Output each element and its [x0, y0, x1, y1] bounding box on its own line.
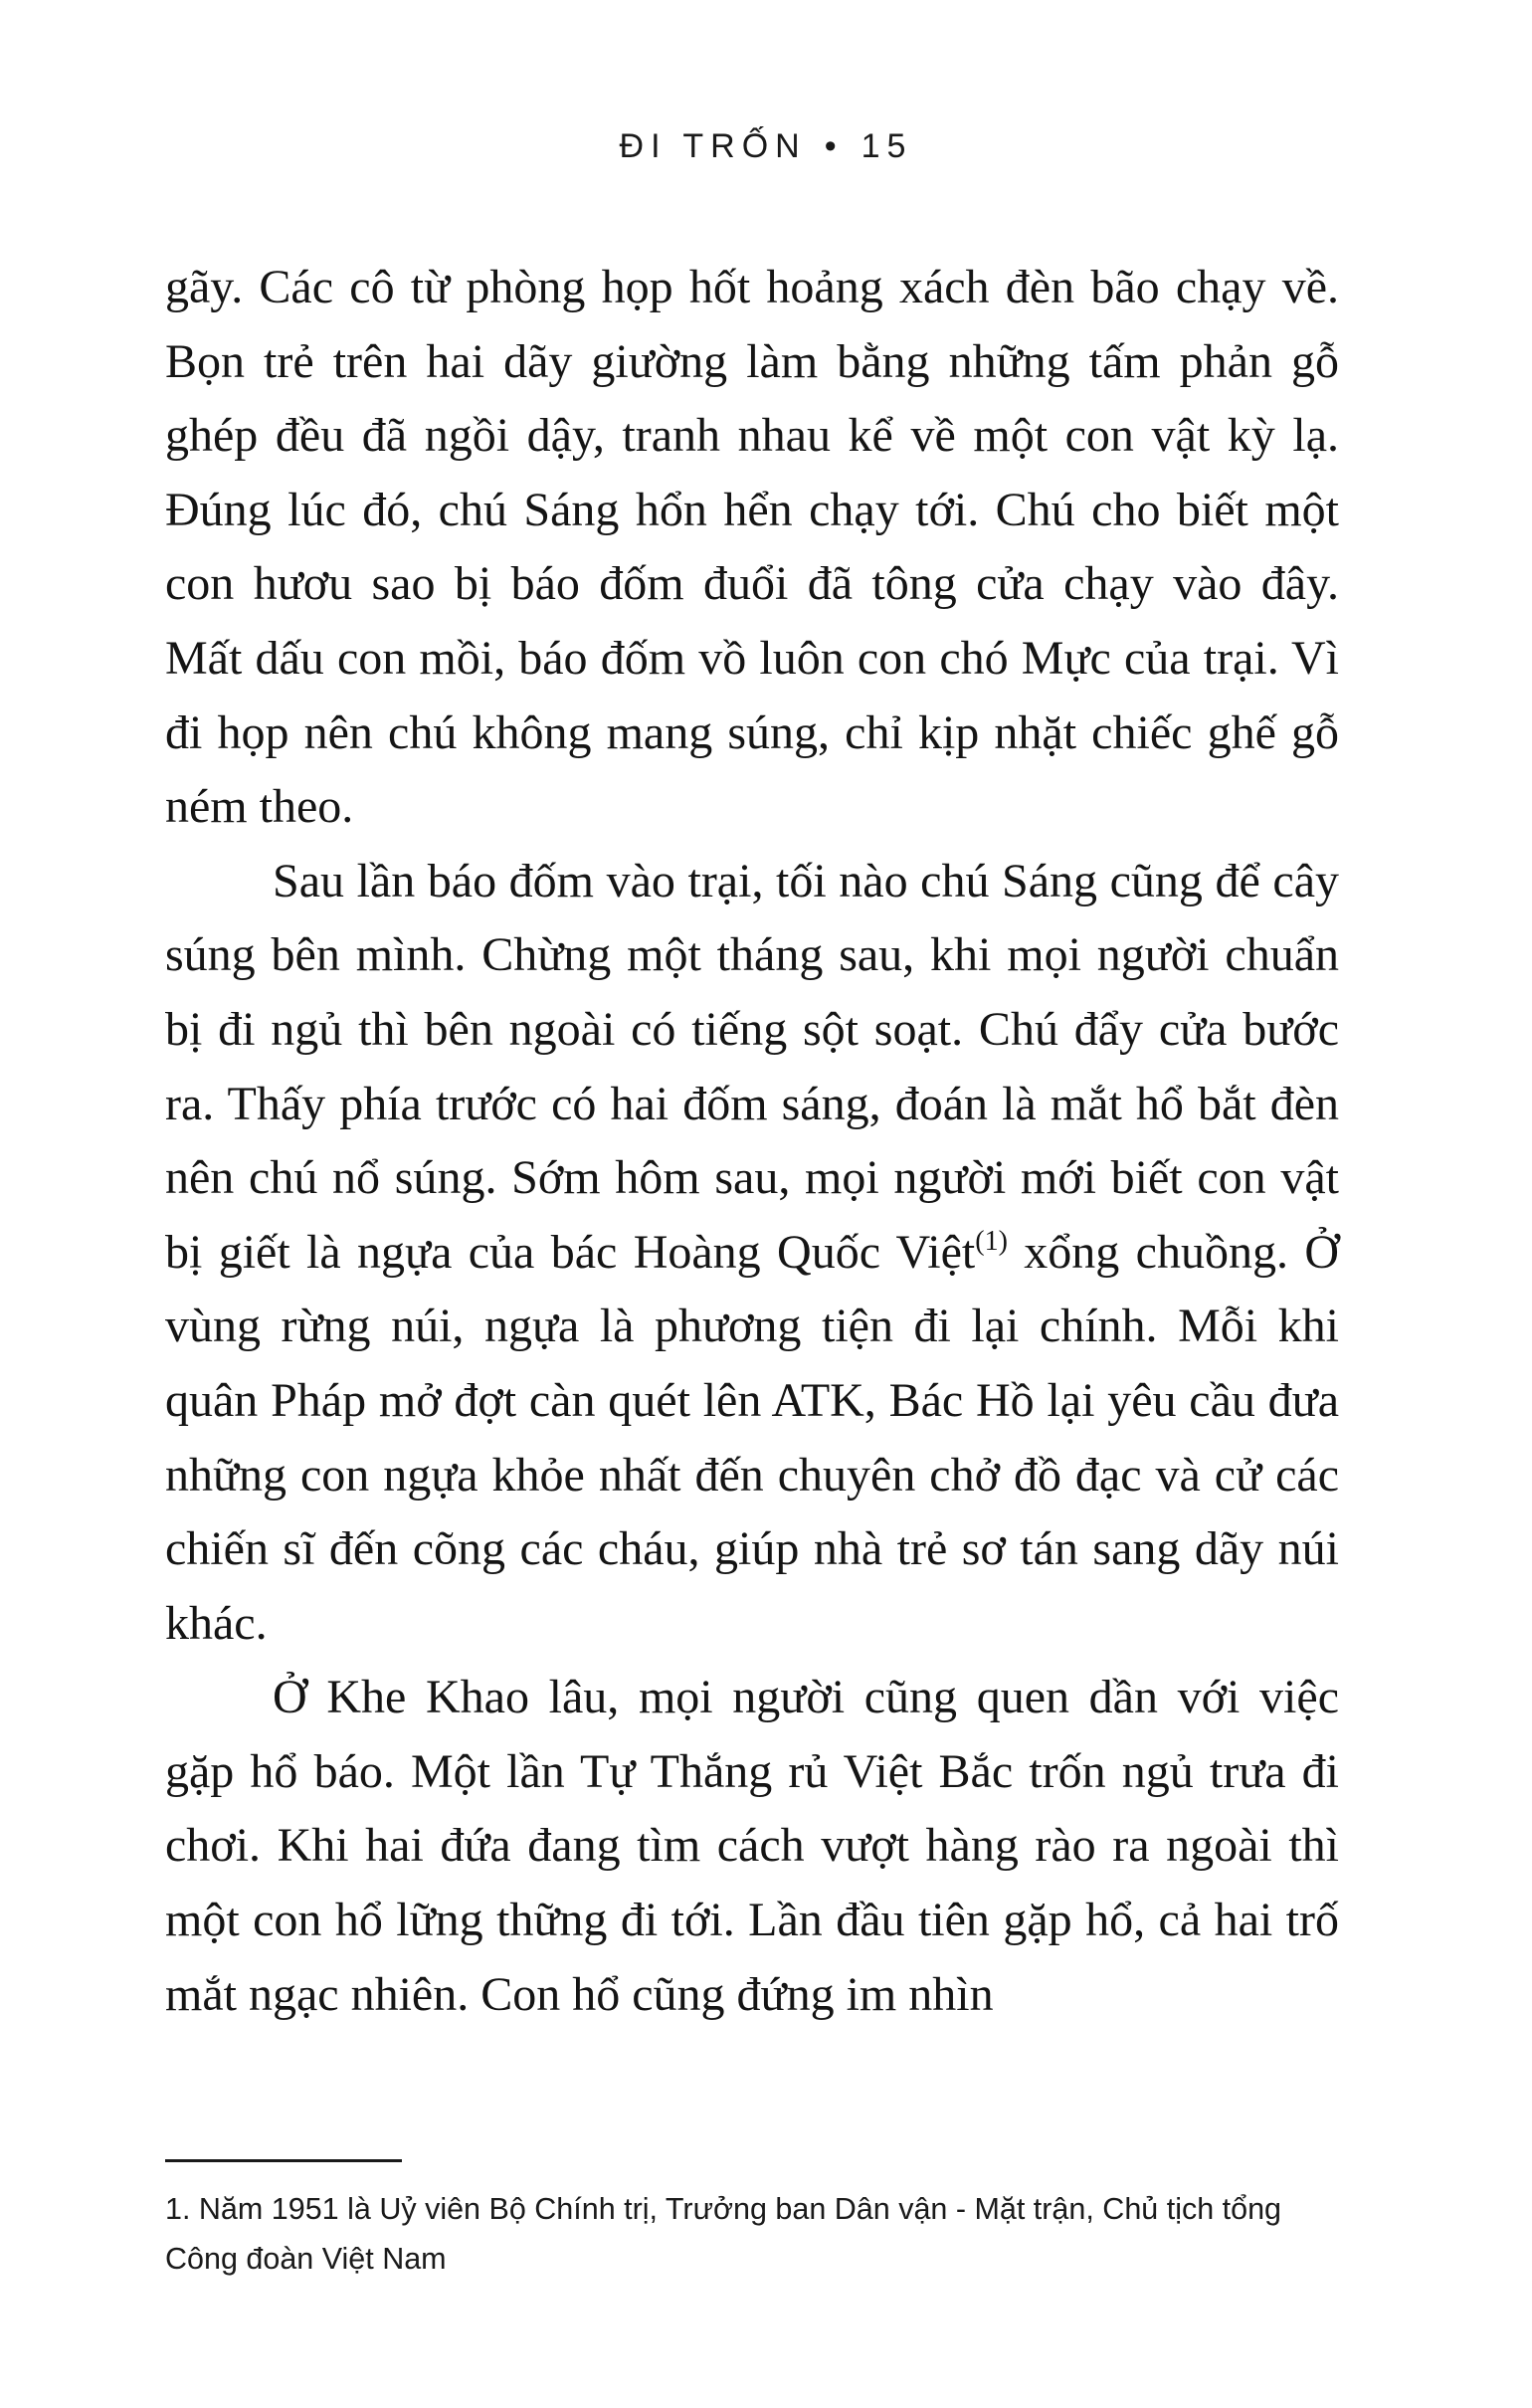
- header-separator: •: [824, 127, 844, 165]
- body-text: [165, 251, 1339, 2032]
- footnote-reference: (1): [975, 1225, 1008, 1257]
- running-header: [0, 127, 1532, 166]
- footnote: 1. Năm 1951 là Uỷ viên Bộ Chính trị, Trưởng ban Dân vận - Mặt trận, Chủ tịch tổng Công đoàn Việt Nam: [165, 2192, 1282, 2276]
- page-number: 15: [861, 127, 913, 165]
- paragraph-3: Ở Khe Khao lâu, mọi người cũng quen dần với việc gặp hổ báo. Một lần Tự Thắng rủ Việt Bắc trốn ngủ trưa đi chơi. Khi hai đứa đang tìm cách vượt hàng rào ra ngoài thì một con hổ lững thững đi tới. Lần đầu tiên gặp hổ, cả hai trố mắt ngạc nhiên. Con hổ cũng đứng im nhìn: [165, 1671, 1339, 2021]
- paragraph-1: gãy. Các cô từ phòng họp hốt hoảng xách đèn bão chạy về. Bọn trẻ trên hai dãy giường làm bằng những tấm phản gỗ ghép đều đã ngồi dậy, tranh nhau kể về một con vật kỳ lạ. Đúng lúc đó, chú Sáng hổn hển chạy tới. Chú cho biết một con hươu sao bị báo đốm đuổi đã tông cửa chạy vào đây. Mất dấu con mồi, báo đốm vồ luôn con chó Mực của trại. Vì đi họp nên chú không mang súng, chỉ kịp nhặt chiếc ghế gỗ ném theo.: [165, 261, 1339, 834]
- paragraph-2: [165, 845, 1339, 1662]
- chapter-title: ĐI TRỐN: [619, 127, 807, 165]
- paragraph-2-end: xổng chuồng. Ở vùng rừng núi, ngựa là phương tiện đi lại chính. Mỗi khi quân Pháp mở đợt càn quét lên ATK, Bác Hồ lại yêu cầu đưa những con ngựa khỏe nhất đến chuyên chở đồ đạc và cử các chiến sĩ đến cõng các cháu, giúp nhà trẻ sơ tán sang dãy núi khác.: [165, 1225, 1339, 1650]
- paragraph-2-start: Sau lần báo đốm vào trại, tối nào chú Sáng cũng để cây súng bên mình. Chừng một tháng sau, khi mọi người chuẩn bị đi ngủ thì bên ngoài có tiếng sột soạt. Chú đẩy cửa bước ra. Thấy phía trước có hai đốm sáng, đoán là mắt hổ bắt đèn nên chú nổ súng. Sớm hôm sau, mọi người mới biết con vật bị giết là ngựa của bác Hoàng Quốc Việt: [165, 854, 1339, 1279]
- footnote-divider: [165, 2159, 402, 2162]
